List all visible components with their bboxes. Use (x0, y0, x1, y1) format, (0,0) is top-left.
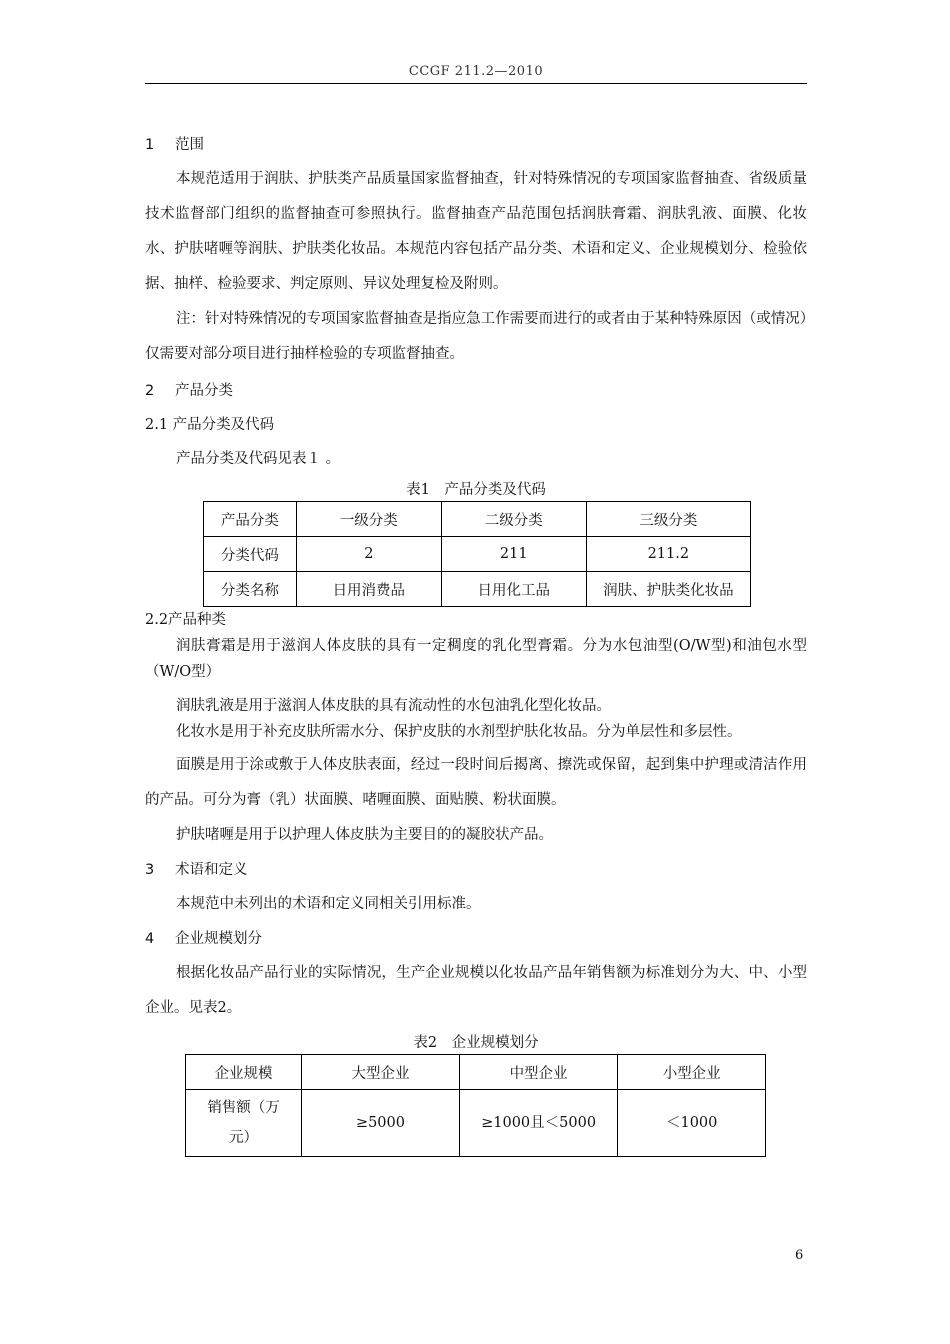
table-cell: 二级分类 (441, 502, 586, 537)
table-1 (203, 501, 751, 607)
section-title: 术语和定义 (175, 862, 248, 878)
product-type-paragraph: 化妆水是用于补充皮肤所需水分、保护皮肤的水剂型护肤化妆品。分为单层性和多层性。 (176, 724, 742, 740)
section-1-heading (145, 128, 807, 162)
table-cell: 一级分类 (296, 502, 441, 537)
section-3-heading (145, 853, 807, 887)
table-cell: 小型企业 (618, 1055, 766, 1090)
page-number: 6 (795, 1248, 804, 1263)
document-body (145, 128, 807, 1157)
product-type-paragraph: 面膜是用于涂或敷于人体皮肤表面，经过一段时间后揭离、擦洗或保留，起到集中护理或清洁作用的产品。可分为膏（乳）状面膜、啫喱面膜、面贴膜、粉状面膜。 (145, 757, 807, 808)
product-type-paragraph: 护肤啫喱是用于以护理人体皮肤为主要目的的凝胶状产品。 (176, 827, 553, 843)
table-cell: 2 (296, 537, 441, 572)
terms-paragraph: 本规范中未列出的术语和定义同相关引用标准。 (176, 896, 481, 912)
table-cell: 三级分类 (586, 502, 750, 537)
scope-note: 注：针对特殊情况的专项国家监督抽查是指应急工作需要而进行的或者由于某种特殊原因（或情况）仅需要对部分项目进行抽样检验的专项监督抽查。 (145, 311, 807, 362)
table-cell: 211.2 (586, 537, 750, 572)
page-header: CCGF 211.2—2010 (408, 64, 544, 79)
table-1-caption: 表1 产品分类及代码 (406, 482, 546, 498)
table-cell: ＜1000 (618, 1090, 766, 1157)
section-title: 范围 (175, 137, 204, 153)
table-cell: 日用化工品 (441, 572, 586, 607)
section-number: 2 (145, 383, 155, 399)
table-cell: 日用消费品 (296, 572, 441, 607)
section-title: 产品分类 (175, 383, 233, 399)
table-cell: 产品分类 (204, 502, 297, 537)
section-title: 企业规模划分 (175, 931, 262, 947)
section-2-heading (145, 374, 807, 408)
table-cell: 中型企业 (459, 1055, 618, 1090)
table-cell: 企业规模 (186, 1055, 302, 1090)
table-cell: 211 (441, 537, 586, 572)
header-rule (145, 83, 807, 84)
table-cell: 分类代码 (204, 537, 297, 572)
subsection-2-1-text: 产品分类及代码见表１ 。 (176, 451, 341, 467)
product-type-paragraph: 润肤膏霜是用于滋润人体皮肤的具有一定稠度的乳化型膏霜。分为水包油型(O/W型)和油包水型（W/O型） (145, 638, 807, 680)
scope-paragraph: 本规范适用于润肤、护肤类产品质量国家监督抽查，针对特殊情况的专项国家监督抽查、省级质量技术监督部门组织的监督抽查可参照执行。监督抽查产品范围包括润肤膏霜、润肤乳液、面膜、化妆水、护肤啫喱等润肤、护肤类化妆品。本规范内容包括产品分类、术语和定义、企业规模划分、检验依据、抽样、检验要求、判定原则、异议处理复检及附则。 (145, 171, 807, 292)
product-type-paragraph: 润肤乳液是用于滋润人体皮肤的具有流动性的水包油乳化型化妆品。 (176, 698, 611, 714)
table-cell: 分类名称 (204, 572, 297, 607)
section-number: 4 (145, 931, 155, 947)
table-cell: ≥1000且＜5000 (459, 1090, 618, 1157)
section-4-heading (145, 922, 807, 956)
table-cell: ≥5000 (302, 1090, 460, 1157)
table-2-caption: 表2 企业规模划分 (413, 1035, 539, 1051)
section-number: 3 (145, 862, 155, 878)
table-cell: 销售额（万元） (186, 1090, 302, 1157)
section-number: 1 (145, 137, 155, 153)
table-cell: 润肤、护肤类化妆品 (586, 572, 750, 607)
table-cell: 大型企业 (302, 1055, 460, 1090)
enterprise-scale-paragraph: 根据化妆品产品行业的实际情况，生产企业规模以化妆品产品年销售额为标准划分为大、中、小型企业。见表2。 (145, 965, 807, 1016)
subsection-2-1-heading: 2.1 产品分类及代码 (145, 417, 275, 433)
table-2 (185, 1054, 766, 1157)
subsection-2-2-heading: 2.2产品种类 (145, 612, 227, 628)
